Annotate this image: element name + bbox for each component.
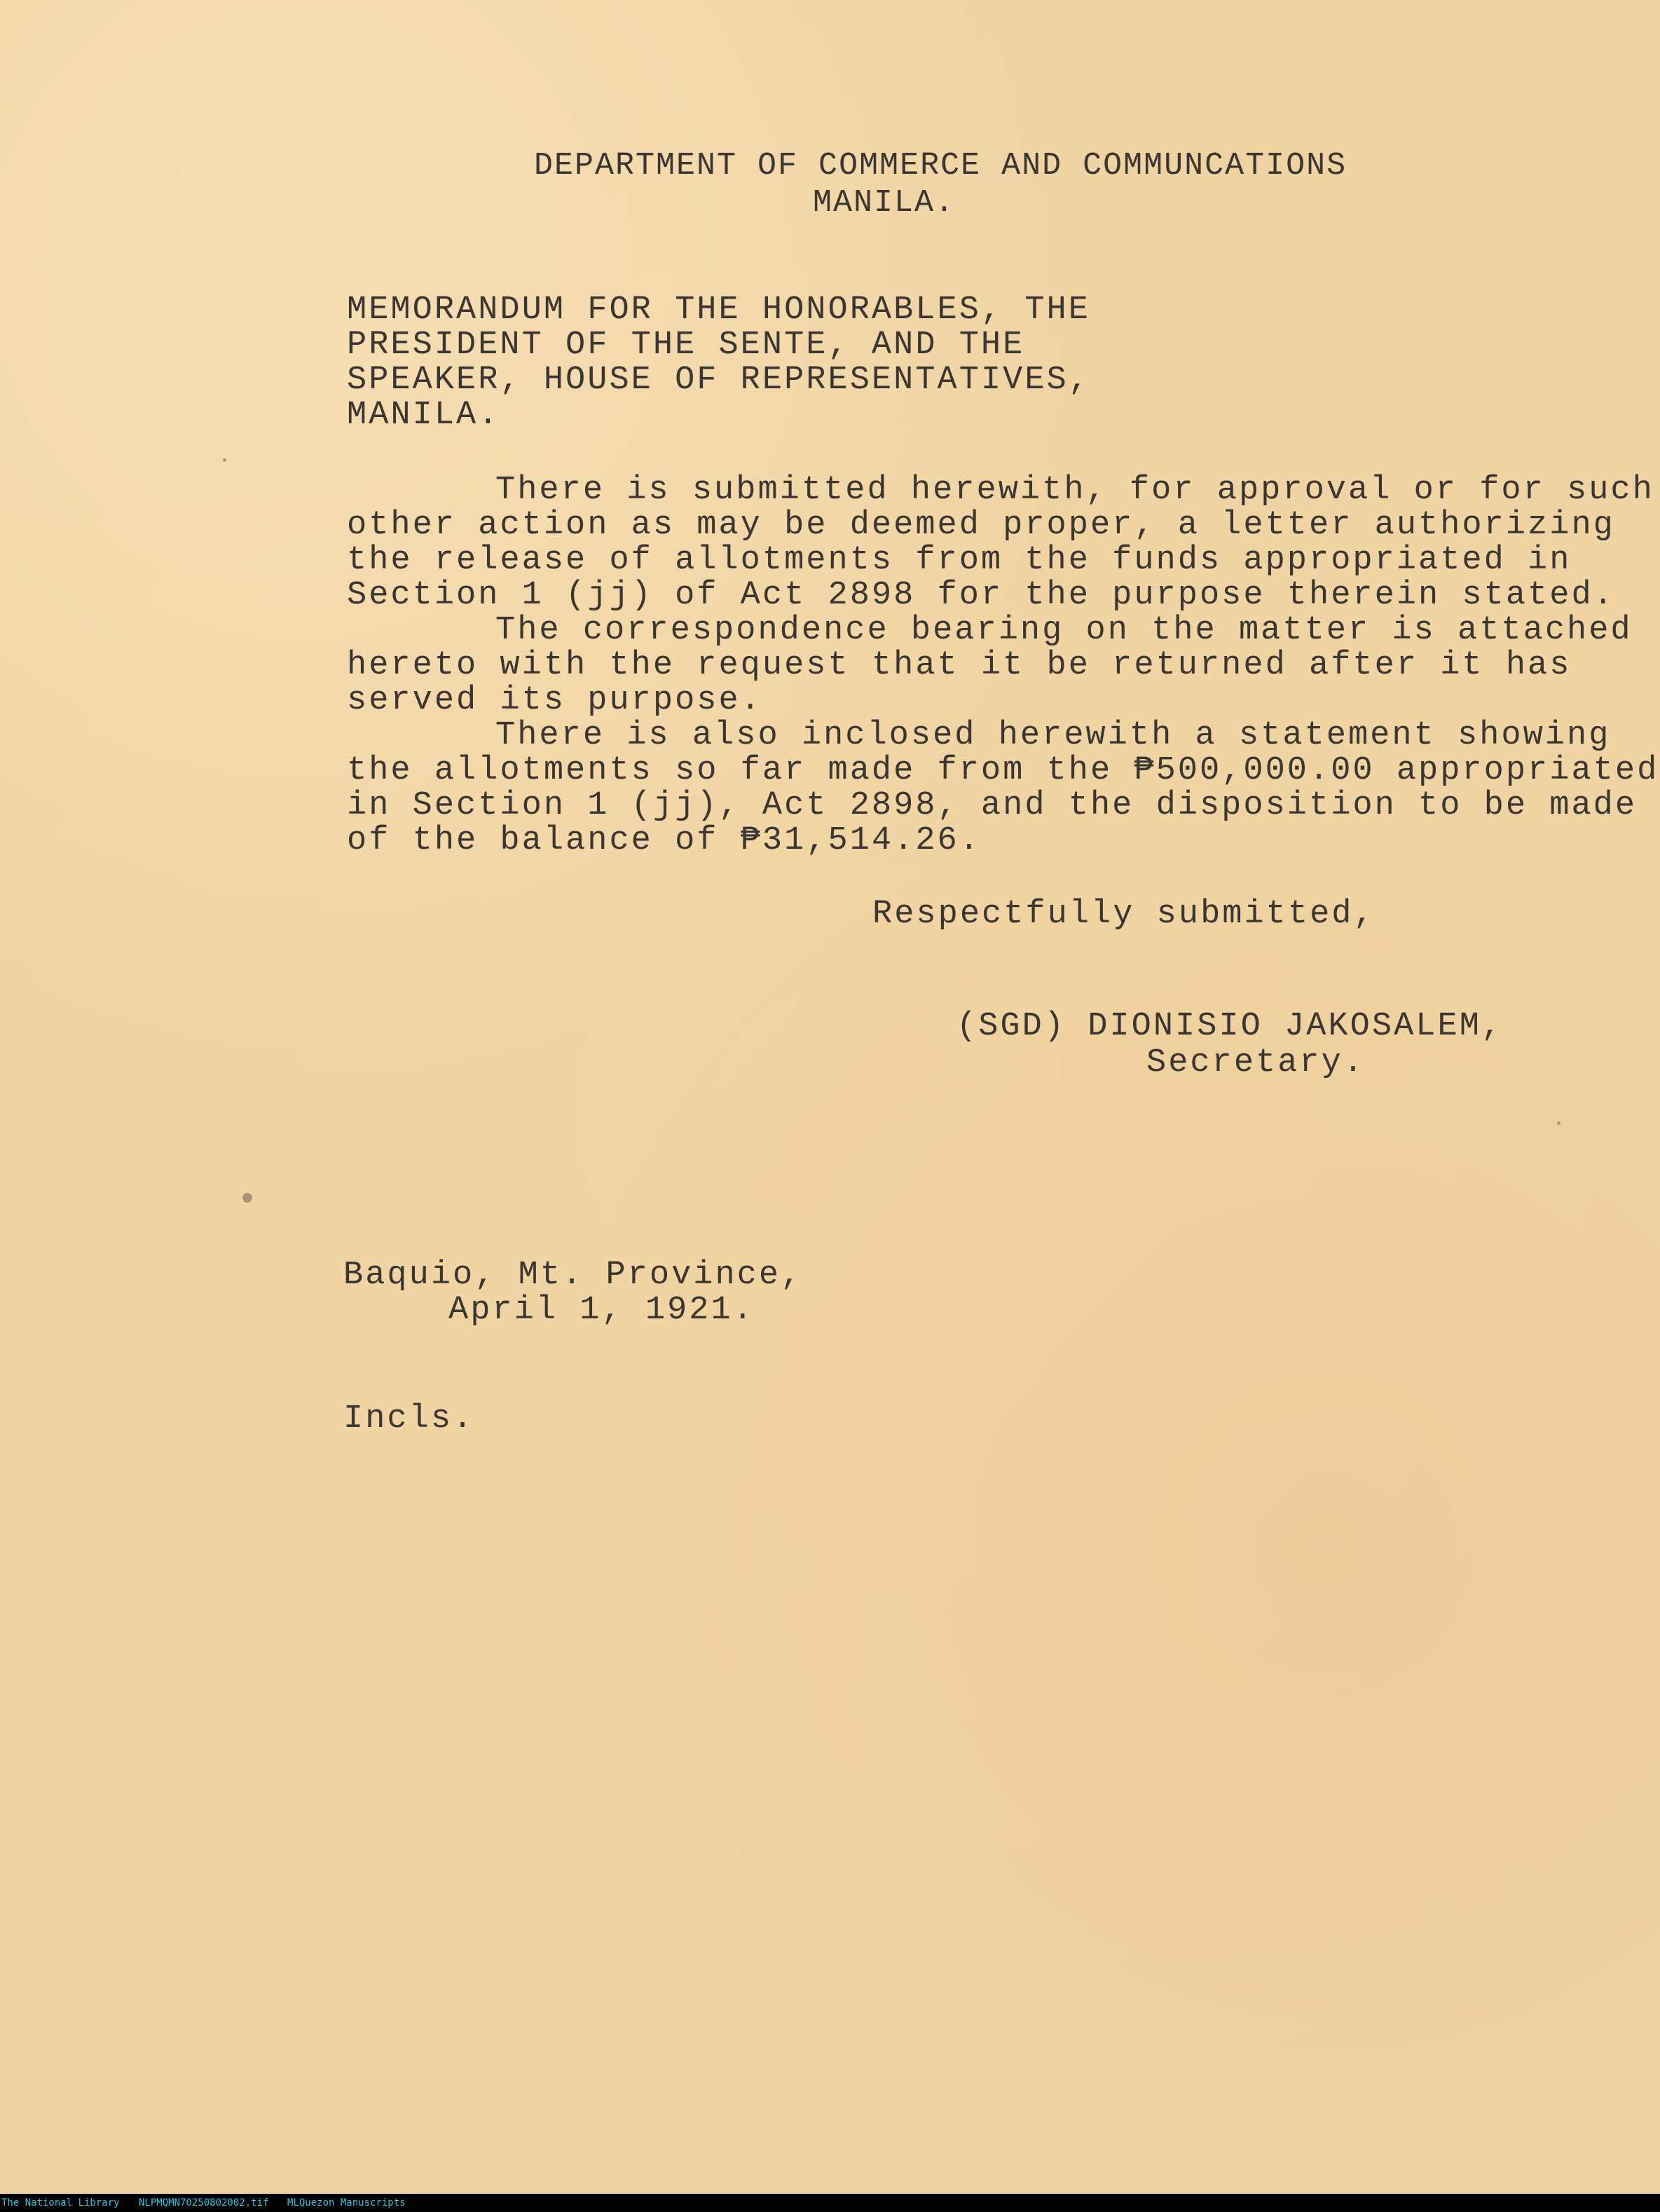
- footer-file: NLPMQMN70250802002.tif: [139, 2197, 269, 2208]
- department-heading: DEPARTMENT OF COMMERCE AND COMMUNCATIONS: [534, 148, 1347, 184]
- body-line: the allotments so far made from the ₱500,000.00 appropriated: [347, 752, 1659, 789]
- body-line: of the balance of ₱31,514.26.: [347, 822, 981, 859]
- ink-spot: [223, 458, 226, 462]
- ink-spot: [242, 1193, 252, 1203]
- addressee-line: SPEAKER, HOUSE OF REPRESENTATIVES,: [347, 362, 1090, 399]
- body-line: The correspondence bearing on the matter is attached: [495, 612, 1633, 649]
- heading-city: MANILA.: [813, 185, 956, 221]
- body-line: hereto with the request that it be returned after it has: [347, 647, 1572, 684]
- body-line: Section 1 (jj) of Act 2898 for the purpose therein stated.: [347, 577, 1615, 614]
- body-line: other action as may be deemed proper, a letter authorizing: [347, 507, 1615, 544]
- enclosures-note: Incls.: [343, 1400, 475, 1438]
- body-line: served its purpose.: [347, 682, 762, 719]
- footer-collection: MLQuezon Manuscripts: [287, 2197, 406, 2208]
- closing-text: Respectfully submitted,: [872, 896, 1376, 933]
- date-line: April 1, 1921.: [448, 1292, 755, 1329]
- ink-spot: [1557, 1121, 1560, 1125]
- addressee-line: MEMORANDUM FOR THE HONORABLES, THE: [347, 292, 1090, 329]
- footer-library: The National Library: [1, 2197, 120, 2208]
- archive-footer-bar: [0, 2194, 1660, 2212]
- addressee-line: PRESIDENT OF THE SENTE, AND THE: [347, 327, 1025, 364]
- body-line: in Section 1 (jj), Act 2898, and the disposition to be made: [347, 787, 1638, 824]
- addressee-line: MANILA.: [347, 397, 500, 434]
- body-line: There is also inclosed herewith a statement showing: [495, 717, 1611, 754]
- body-line: There is submitted herewith, for approval or for such: [495, 472, 1654, 509]
- place-line: Baquio, Mt. Province,: [343, 1257, 803, 1294]
- signature-name: (SGD) DIONISIO JAKOSALEM,: [956, 1008, 1504, 1045]
- signature-title: Secretary.: [1146, 1044, 1366, 1081]
- body-line: the release of allotments from the funds appropriated in: [347, 542, 1572, 579]
